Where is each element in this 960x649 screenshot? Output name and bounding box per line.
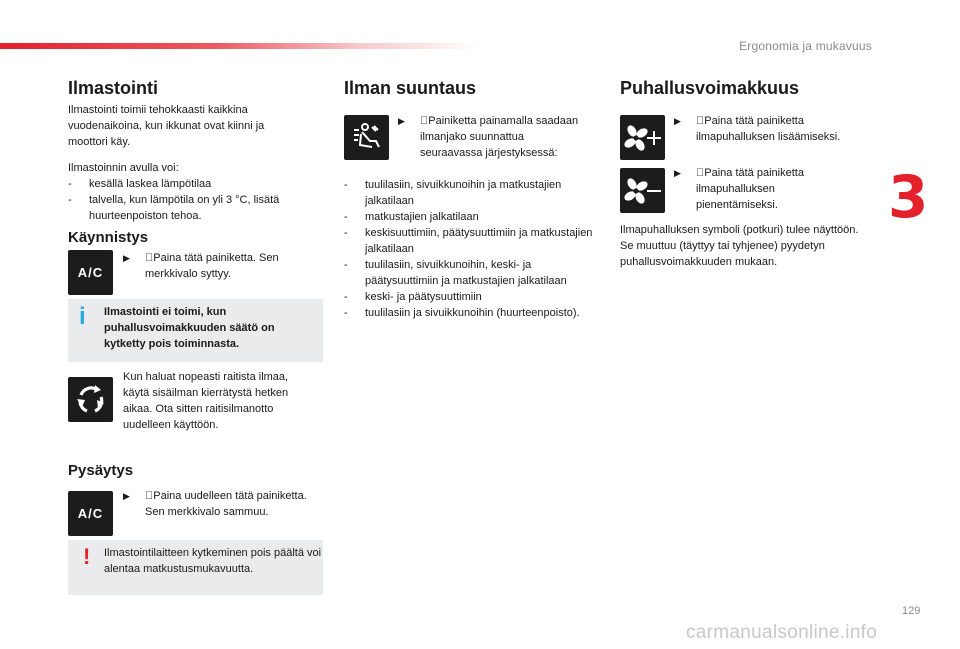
distribution-instruction: ▶ Painiketta painamalla saadaan ilmanjako suunnattua seuraavassa järjestyksessä: [398,115,579,159]
stop-instruction: ▶ Paina uudelleen tätä painiketta. Sen merkkivalo sammuu. [123,490,307,518]
fan-minus-icon [623,176,663,206]
distribution-list [344,177,594,321]
chapter-number: 3 [888,163,929,231]
recirc-text: Kun haluat nopeasti raitista ilmaa, käytä sisäilman kierrätystä hetken aikaa. Ota sitten raitisilmanotto uudelleen käyttöön. [123,371,289,431]
info-icon: i [79,303,86,330]
ac-label: A/C [77,506,104,521]
info-note-text: Ilmastointi ei toimi, kun puhallusvoimakkuuden säätö on kytketty pois toiminnasta. [104,306,275,350]
warning-icon: ! [83,544,91,569]
heading-puhallusvoimakkuus: Puhallusvoimakkuus [620,78,800,98]
start-instruction: ▶ Paina tätä painiketta. Sen merkkivalo syttyy. [123,252,279,280]
recirculation-icon [73,382,109,418]
recirculation-button[interactable] [68,377,113,422]
section-title: Ergonomia ja mukavuus [739,39,872,53]
list-item: - keski- ja päätysuuttimiin [344,291,482,303]
page-number: 129 [902,605,921,617]
header-accent-bar [0,43,480,49]
heading-ilmastointi: Ilmastointi [68,78,159,98]
warning-note [68,540,323,595]
bullet-icon: ▶ [674,168,681,178]
ac-off-button[interactable] [68,491,113,536]
air-distribution-button[interactable] [344,115,389,160]
heading-kaynnistys: Käynnistys [68,229,149,246]
increase-instruction: ▶ Paina tätä painiketta ilmapuhalluksen lisäämiseksi. [674,115,841,143]
watermark: carmanualsonline.info [686,622,878,643]
uses-block [68,160,308,224]
fan-plus-icon [623,123,663,153]
decrease-instruction: ▶ Paina tätä painiketta ilmapuhalluksen pienentämiseksi. [674,167,804,211]
intro-paragraph: Ilmastointi toimii tehokkaasti kaikkina vuodenaikoina, kun ikkunat ovat kiinni ja moottori käy. [68,104,265,148]
ac-button[interactable] [68,250,113,295]
ac-label: A/C [77,265,104,280]
warning-note-text: Ilmastointilaitteen kytkeminen pois päältä voi alentaa matkustusmukavuutta. [104,547,322,575]
list-item: - tuulilasiin, sivuikkunoihin, keski- ja päätysuuttimiin ja matkustajien jalkatilaan [344,259,567,287]
list-item: - keskisuuttimiin, päätysuuttimiin ja matkustajien jalkatilaan [344,227,593,255]
bullet-icon: ▶ [123,253,130,263]
info-note [68,299,323,362]
list-item: - matkustajien jalkatilaan [344,211,479,223]
bullet-icon: ▶ [398,116,405,126]
uses-lead: Ilmastoinnin avulla voi: [68,162,179,174]
list-item: - kesällä laskea lämpötilaa [68,178,212,190]
bullet-icon: ▶ [123,491,130,501]
list-item: - tuulilasiin, sivuikkunoihin ja matkustajien jalkatilaan [344,179,562,207]
list-item: - talvella, kun lämpötila on yli 3 °C, lisätä huurteenpoiston tehoa. [68,194,280,222]
fan-decrease-button[interactable] [620,168,665,213]
fan-increase-button[interactable] [620,115,665,160]
list-item: - tuulilasiin ja sivuikkunoihin (huurteenpoisto). [344,307,580,319]
bullet-icon: ▶ [674,116,681,126]
fan-symbol-note: Ilmapuhalluksen symboli (potkuri) tulee näyttöön. Se muuttuu (täyttyy tai tyhjenee) pyydetyn puhallusvoimakkuuden mukaan. [620,224,859,268]
heading-pysaytys: Pysäytys [68,462,134,479]
heading-ilman-suuntaus: Ilman suuntaus [344,78,477,98]
air-distribution-icon [350,121,384,155]
